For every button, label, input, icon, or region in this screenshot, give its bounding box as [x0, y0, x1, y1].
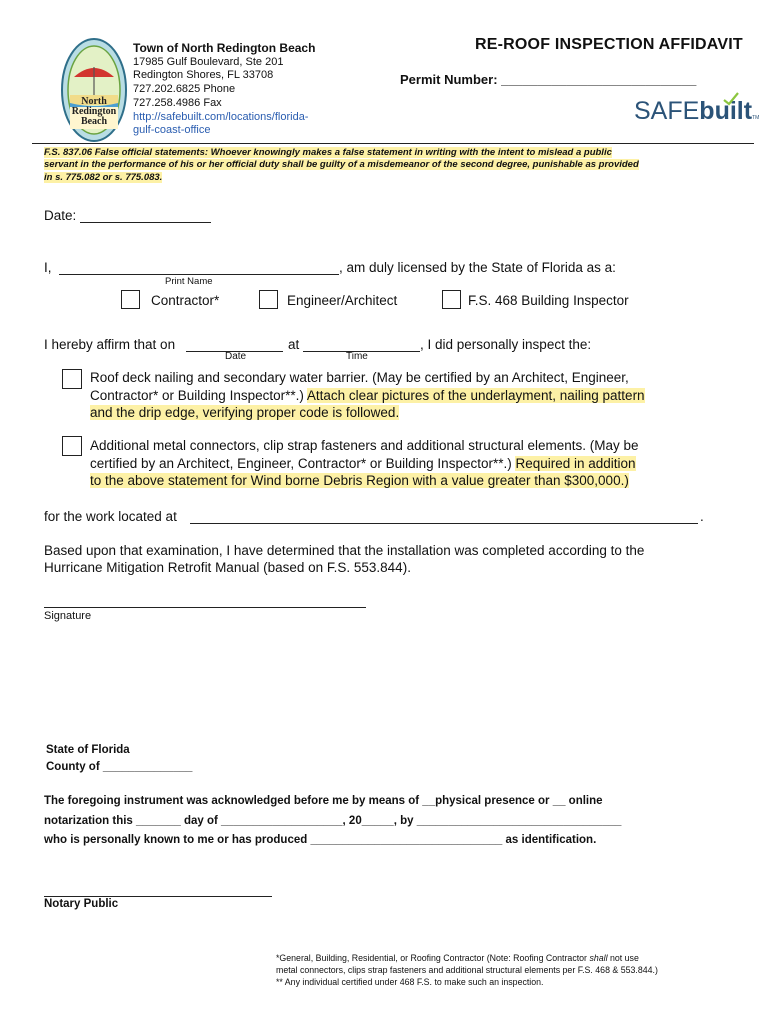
footnote-3: ** Any individual certified under 468 F.S. to make such an inspection.: [276, 977, 544, 987]
work-location-line[interactable]: [190, 523, 698, 524]
date-caption: Date: [225, 351, 247, 362]
signature-caption: Signature: [44, 610, 92, 622]
work-location-label: for the work located at: [44, 509, 177, 524]
date-label: Date:: [44, 208, 77, 223]
footnote-2: metal connectors, clips strap fasteners and additional structural elements per F.S. 468 & 553.844.): [276, 965, 658, 975]
address-line-2: Redington Shores, FL 33708: [133, 69, 274, 82]
roof-deck-checkbox[interactable]: [62, 369, 82, 389]
town-name: Town of North Redington Beach: [133, 41, 316, 55]
at-text: at: [288, 337, 300, 352]
metal-connectors-checkbox[interactable]: [62, 436, 82, 456]
logo-text-line-3: Beach: [80, 116, 108, 127]
licensed-text: , am duly licensed by the State of Florida as a:: [339, 260, 616, 275]
fax-number: 727.258.4986 Fax: [133, 96, 222, 109]
print-name-caption: Print Name: [165, 276, 213, 287]
footnote-1: [276, 952, 658, 964]
warning-line-1: F.S. 837.06 False official statements: Whoever knowingly makes a false statement in writing with the intent to mislead a public: [44, 147, 612, 158]
warning-line-2: servant in the performance of his or her official duty shall be guilty of a misdemeanor of the second degree, punishable as provided: [44, 159, 639, 171]
roof-deck-item: [90, 369, 645, 422]
false-statement-warning: [44, 147, 639, 184]
notary-line-1: The foregoing instrument was acknowledged before me by means of __physical presence or __ online: [44, 795, 603, 807]
logo-text-line-1: North: [81, 96, 107, 107]
engineer-architect-option-label: Engineer/Architect: [287, 293, 398, 308]
notary-line-2[interactable]: notarization this _______ day of ___________________, 20_____, by ________________________________: [44, 814, 622, 827]
date-input-line[interactable]: [80, 222, 211, 223]
phone-number: 727.202.6825 Phone: [133, 83, 236, 96]
notary-line-3[interactable]: who is personally known to me or has produced ______________________________ as identification.: [44, 834, 597, 846]
office-address-block: [133, 42, 315, 138]
building-inspector-option-label: F.S. 468 Building Inspector: [468, 293, 629, 308]
footnote-1b: shall: [589, 953, 608, 963]
roof-deck-line-3: and the drip edge, verifying proper code is followed.: [90, 405, 400, 420]
town-seal-logo: [60, 37, 128, 143]
building-inspector-checkbox[interactable]: [442, 290, 461, 309]
permit-number-field[interactable]: Permit Number: ___________________________: [400, 72, 697, 87]
signature-line[interactable]: [44, 607, 366, 608]
header-divider: [32, 143, 754, 144]
office-link-line-1[interactable]: http://safebuilt.com/locations/florida-: [133, 110, 309, 123]
notary-acknowledgment: [44, 792, 621, 851]
engineer-architect-checkbox[interactable]: [259, 290, 278, 309]
document-title: RE-ROOF INSPECTION AFFIDAVIT: [475, 36, 743, 53]
address-line-1: 17985 Gulf Boulevard, Ste 201: [133, 55, 284, 68]
notary-public-label: Notary Public: [44, 898, 119, 910]
time-caption: Time: [346, 351, 368, 362]
footnotes: [276, 952, 658, 988]
work-location-end: .: [700, 509, 704, 524]
office-link-line-2[interactable]: gulf-coast-office: [133, 124, 211, 137]
print-name-line[interactable]: [59, 274, 339, 275]
metal-connectors-line-2a: certified by an Architect, Engineer, Contractor* or Building Inspector**.): [90, 455, 512, 471]
certification-line-2: Hurricane Mitigation Retrofit Manual (based on F.S. 553.844).: [44, 560, 411, 575]
safebuilt-logo: [634, 97, 759, 132]
metal-connectors-item: [90, 437, 639, 490]
warning-line-3: in s. 775.082 or s. 775.083.: [44, 171, 163, 183]
metal-connectors-line-3: to the above statement for Wind borne Debris Region with a value greater than $300,000.): [90, 473, 629, 488]
brand-safe: SAFE: [634, 97, 700, 125]
affirm-text: I hereby affirm that on: [44, 337, 176, 352]
checkmark-icon: [722, 92, 740, 106]
notary-signature-line[interactable]: [44, 896, 272, 897]
brand-trademark: TM: [752, 115, 760, 121]
metal-connectors-line-1: Additional metal connectors, clip strap fasteners and additional structural elements. (May be: [90, 438, 639, 453]
footnote-1c: not use: [607, 953, 639, 963]
inspect-text: , I did personally inspect the:: [420, 337, 592, 352]
metal-connectors-line-2b: Required in addition: [515, 455, 636, 471]
certification-line-1: Based upon that examination, I have determined that the installation was completed according to the: [44, 543, 645, 558]
footnote-1a: *General, Building, Residential, or Roofing Contractor (Note: Roofing Contractor: [276, 953, 590, 963]
contractor-checkbox[interactable]: [121, 290, 140, 309]
logo-text-line-2: Redington: [71, 106, 117, 117]
i-label: I,: [44, 260, 52, 275]
contractor-option-label: Contractor*: [151, 293, 220, 308]
certification-statement: [44, 542, 644, 576]
roof-deck-line-2a: Contractor* or Building Inspector**.): [90, 387, 304, 403]
notary-county[interactable]: County of ______________: [46, 761, 193, 773]
notary-state: State of Florida: [46, 744, 130, 756]
roof-deck-line-1: Roof deck nailing and secondary water barrier. (May be certified by an Architect, Engineer,: [90, 370, 629, 385]
roof-deck-line-2b: Attach clear pictures of the underlayment, nailing pattern: [306, 387, 645, 403]
brand-built: built: [699, 97, 753, 125]
